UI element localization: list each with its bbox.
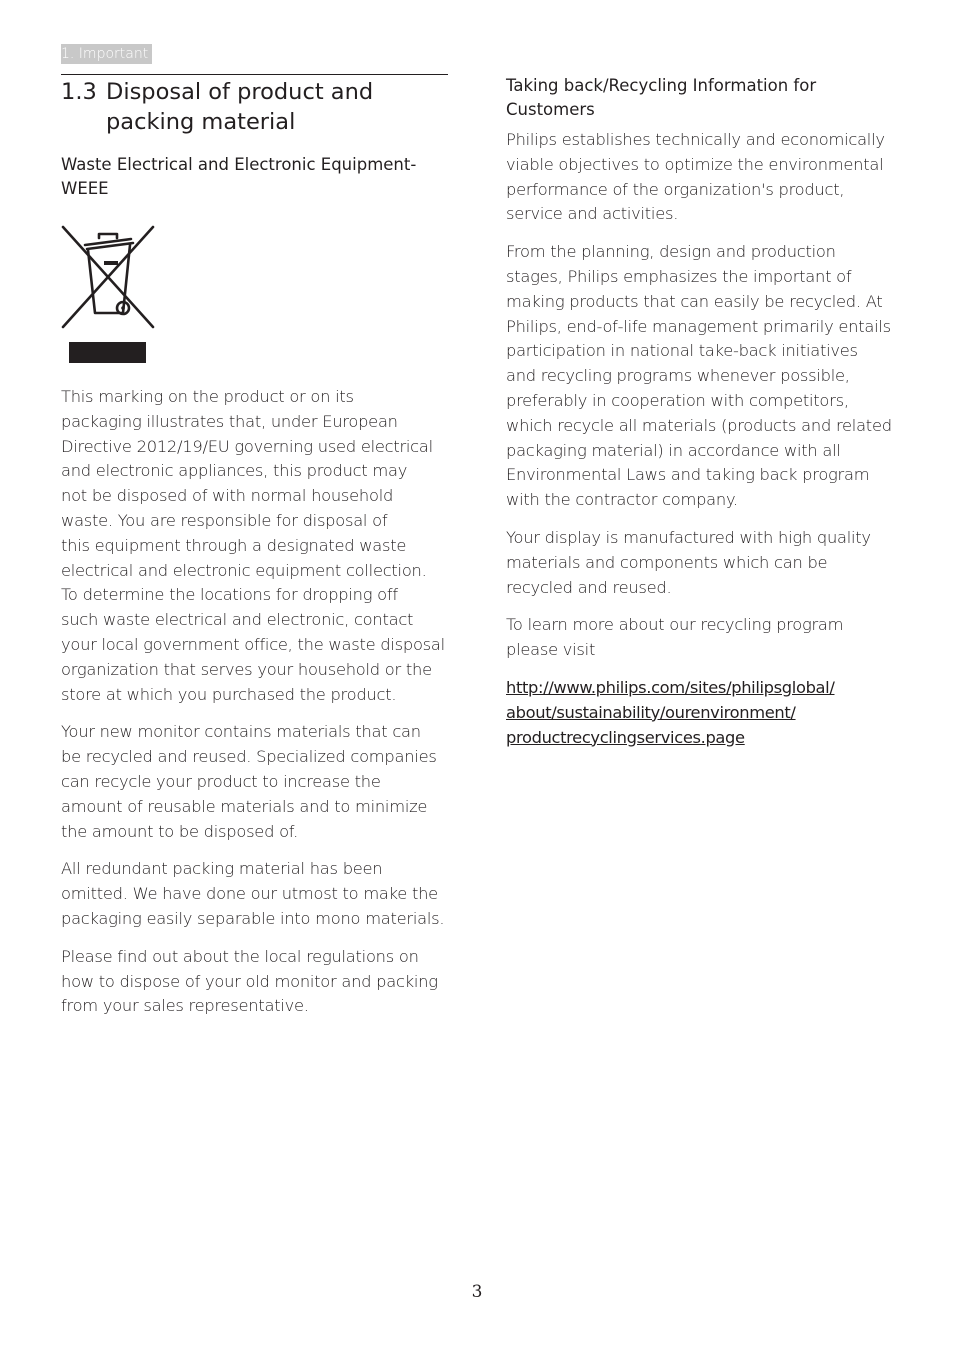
recycling-program-link[interactable]: http://www.philips.com/sites/philipsglobal/ about/sustainability/ourenvironment/ productrecyclingservices.page [506, 677, 835, 747]
weee-paragraph-3: All redundant packing material has been omitted. We have done our utmost to make the packaging easily separable into mono materials. [61, 859, 445, 928]
right-column [506, 74, 898, 750]
weee-paragraph-1: This marking on the product or on its packaging illustrates that, under European Directive 2012/19/EU governing used electrical and electronic appliances, this product may not be disposed of with normal household waste. You are responsible for disposal of this equipment through a designated waste electrical and electronic equipment collection. To determine the locations for dropping off such waste electrical and electronic, contact your local government office, the waste disposal organization that serves your household or the store at which you purchased the product. [61, 387, 445, 704]
recycling-paragraph-1: Philips establishes technically and economically viable objectives to optimize the environmental performance of the organization's product, service and activities. [506, 130, 885, 224]
weee-paragraph-2: Your new monitor contains materials that can be recycled and reused. Specialized companies can recycle your product to increase the amount of reusable materials and to minimize the amount to be disposed of. [61, 722, 437, 841]
weee-bin-svg [61, 223, 161, 339]
left-column [61, 74, 449, 1032]
recycling-paragraph-2: From the planning, design and production stages, Philips emphasizes the important of making products that can easily be recycled. At Philips, end-of-life management primarily entails participation in national take-back initiatives and recycling programs whenever possible, preferably in cooperation with competitors, which recycle all materials (products and related packaging material) in accordance with all Environmental Laws and taking back program with the contractor company. [506, 242, 892, 510]
weee-black-bar [69, 342, 146, 363]
section-number: 1.3 [61, 79, 97, 105]
weee-subheading: Waste Electrical and Electronic Equipment- WEEE [61, 155, 417, 198]
page-number: 3 [471, 1282, 483, 1302]
section-heading [61, 77, 449, 137]
weee-paragraph-4: Please find out about the local regulations on how to dispose of your old monitor and packing from your sales representative. [61, 946, 438, 1016]
section-title: Disposal of product and packing material [106, 79, 374, 135]
section-tab: 1. Important [61, 44, 152, 64]
recycling-paragraph-4: To learn more about our recycling program please visit [506, 615, 844, 660]
crossed-out-wheelie-bin-icon [61, 223, 161, 365]
recycling-paragraph-3: Your display is manufactured with high quality materials and components which can be recycled and reused. [506, 527, 871, 597]
recycling-subheading: Taking back/Recycling Information for Customers [506, 76, 817, 119]
heading-rule [61, 74, 448, 75]
